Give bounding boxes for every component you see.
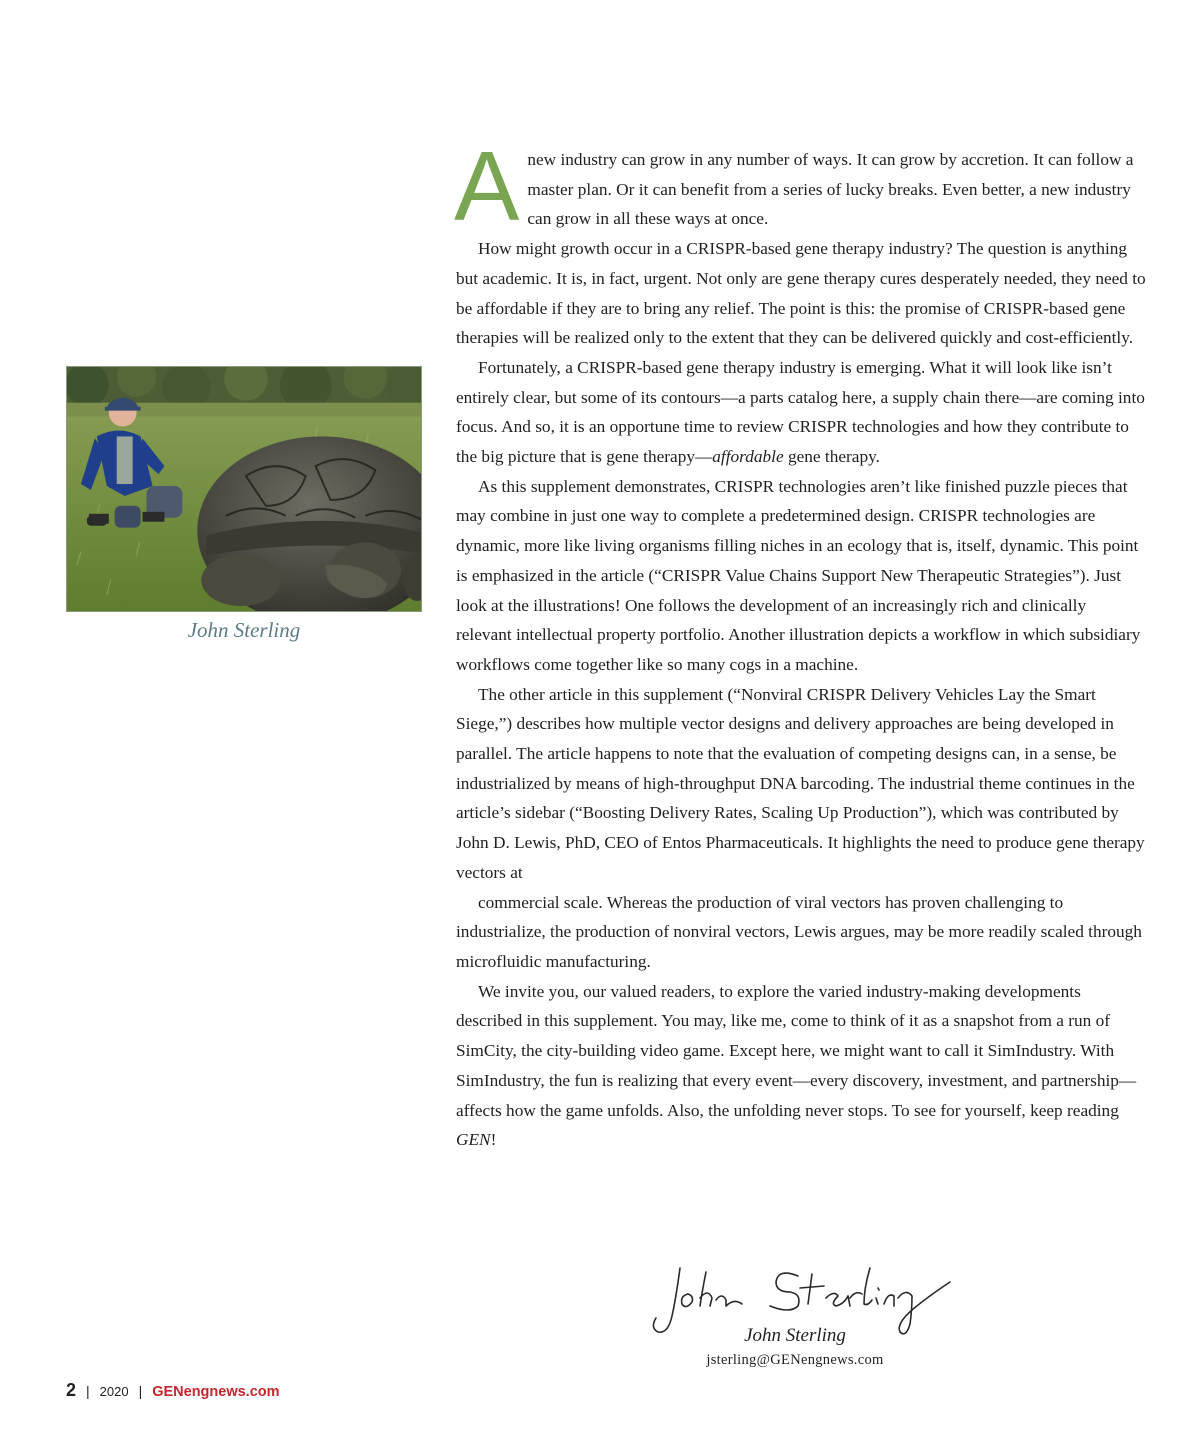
paragraph-3 bbox=[456, 353, 1146, 472]
paragraph-1-text: new industry can grow in any number of ways. It can grow by accretion. It can follow a master plan. Or it can benefit from a series of lucky breaks. Even better, a new industry can grow in all these ways at once. bbox=[527, 150, 1134, 229]
portrait-photo bbox=[66, 366, 422, 612]
drop-cap: A bbox=[454, 131, 520, 241]
photo-caption: John Sterling bbox=[187, 618, 301, 642]
paragraph-4: As this supplement demonstrates, CRISPR technologies aren’t like finished puzzle pieces that may combine in just one way to complete a predetermined design. CRISPR technologies are dynamic, more like living organisms filling niches in an ecology that is, itself, dynamic. This point is emphasized in the article (“CRISPR Value Chains Support New Therapeutic Strategies”). Just look at the illustrations! One follows the development of an increasingly rich and clinically relevant intellectual property portfolio. Another illustration depicts a workflow in which subsidiary workflows come together like so many cogs in a machine. bbox=[456, 476, 1141, 674]
paragraph-7-text-b: ! bbox=[490, 1130, 497, 1150]
footer-site-link[interactable]: GENengnews.com bbox=[152, 1384, 280, 1400]
paragraph-3-text-b: gene therapy. bbox=[783, 447, 880, 467]
footer-separator-1: | bbox=[86, 1383, 90, 1399]
page-number: 2 bbox=[66, 1380, 77, 1400]
editorial-article bbox=[454, 131, 1146, 1155]
paragraph-7-text-a: We invite you, our valued readers, to explore the varied industry-making developments described in this supplement. You may, like me, come to think of it as a snapshot from a run of SimCity, the city-building video game. Except here, we might want to call it SimIndustry. With SimIndustry, the fun is realizing that every event—every discovery, investment, and partnership—affects how the game unfolds. Also, the unfolding never stops. To see for yourself, keep reading bbox=[456, 981, 1137, 1120]
footer-year: 2020 bbox=[99, 1384, 129, 1399]
portrait-with-giant-tortoise-photo bbox=[67, 367, 421, 611]
page-footer bbox=[66, 1380, 280, 1404]
paragraph-7-emphasis: GEN bbox=[456, 1130, 491, 1150]
paragraph-2: How might growth occur in a CRISPR-based gene therapy industry? The question is anything but academic. It is, in fact, urgent. Not only are gene therapy cures desperately needed, they need to be affordable if they are to bring any relief. The point is this: the promise of CRISPR-based gene therapies will be realized only to the extent that they can be delivered quickly and cost-efficiently. bbox=[456, 239, 1146, 348]
paragraph-7 bbox=[456, 977, 1146, 1155]
paragraph-3-emphasis: affordable bbox=[712, 447, 784, 467]
signature-email[interactable]: jsterling@GENengnews.com bbox=[706, 1352, 884, 1368]
footer-separator-2: | bbox=[138, 1383, 143, 1399]
paragraph-1 bbox=[454, 131, 1146, 241]
paragraph-6: commercial scale. Whereas the production of viral vectors has proven challenging to industrialize, the production of nonviral vectors, Lewis argues, may be more readily scaled through microfluidic manufacturing. bbox=[456, 892, 1142, 971]
paragraph-3-text-a: Fortunately, a CRISPR-based gene therapy industry is emerging. What it will look like isn’t entirely clear, but some of its contours—a parts catalog here, a supply chain there—are coming into focus. And so, it is an opportune time to review CRISPR technologies and how they contribute to the big picture that is gene therapy— bbox=[456, 357, 1145, 467]
paragraph-5: The other article in this supplement (“Nonviral CRISPR Delivery Vehicles Lay the Smart Siege,”) describes how multiple vector designs and delivery approaches are being developed in parallel. The article happens to note that the evaluation of competing designs can, in a sense, be industrialized by means of high-throughput DNA barcoding. The industrial theme continues in the article’s sidebar (“Boosting Delivery Rates, Scaling Up Production”), which was contributed by John D. Lewis, PhD, CEO of Entos Pharmaceuticals. It highlights the need to produce gene therapy vectors at bbox=[456, 684, 1145, 882]
signature-name: John Sterling bbox=[744, 1325, 846, 1346]
